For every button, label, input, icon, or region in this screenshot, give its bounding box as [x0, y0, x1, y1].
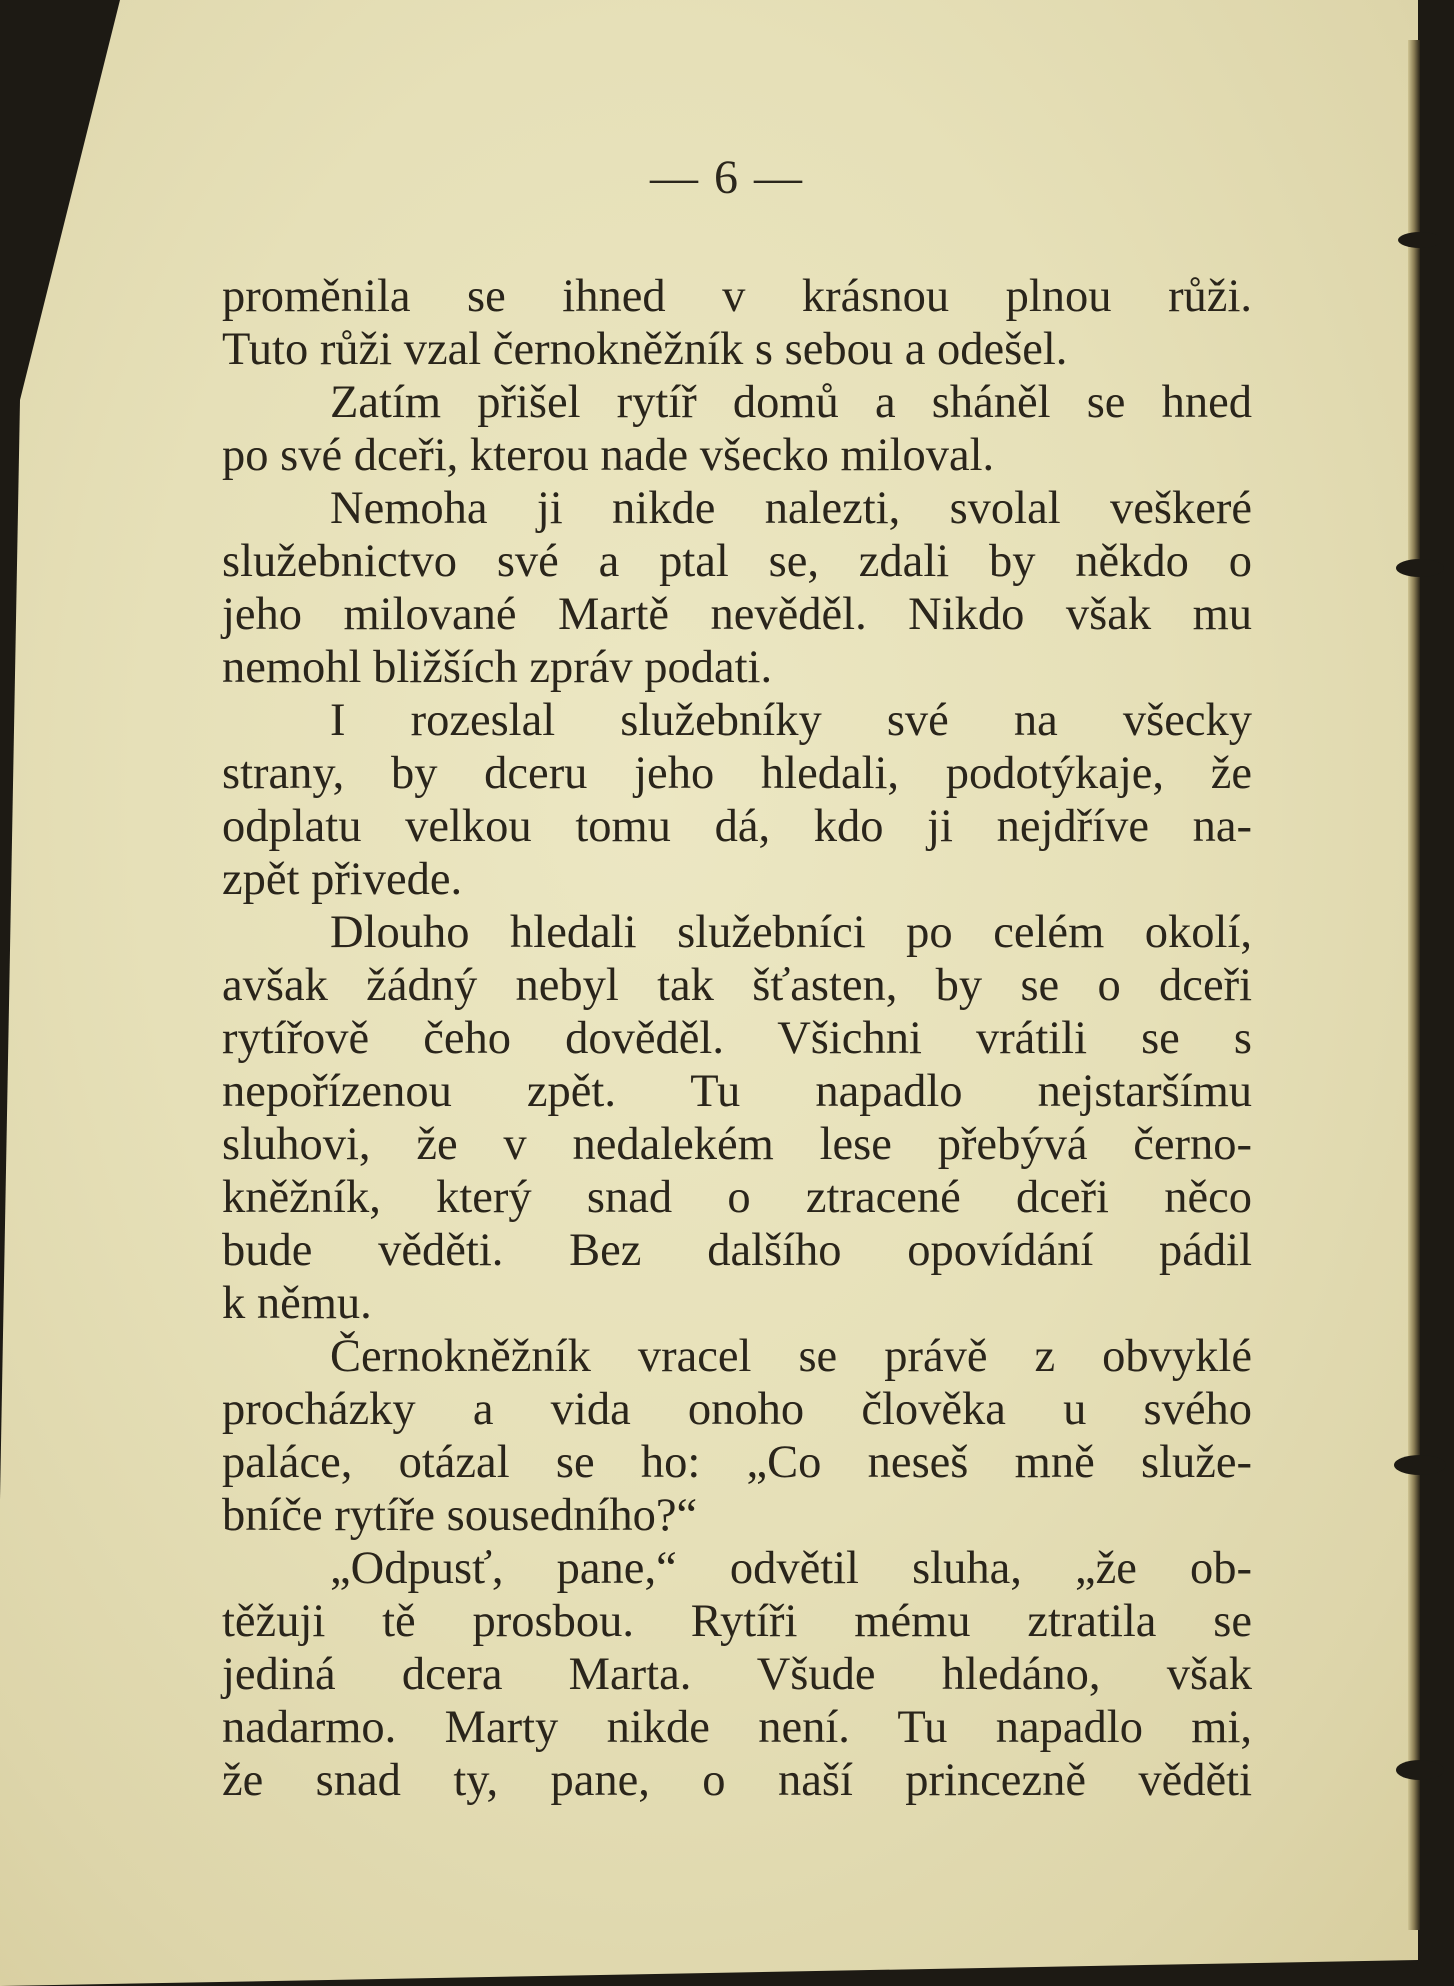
text-line: rytířově čeho dověděl. Všichni vrátili se s — [222, 1013, 1252, 1064]
text-line: odplatu velkou tomu dá, kdo ji nejdříve na- — [222, 801, 1252, 852]
text-line: po své dceři, kterou nade všecko miloval. — [222, 430, 995, 481]
text-line: sluhovi, že v nedalekém lese přebývá černo- — [222, 1119, 1252, 1170]
text-line: kněžník, který snad o ztracené dceři něco — [222, 1172, 1252, 1223]
page-number: — 6 — — [650, 151, 804, 204]
text-line: nadarmo. Marty nikde není. Tu napadlo mi, — [222, 1702, 1252, 1753]
text-line: bude věděti. Bez dalšího opovídání pádil — [222, 1225, 1252, 1276]
text-line: bníče rytíře sousedního?“ — [222, 1490, 698, 1541]
text-line: služebnictvo své a ptal se, zdali by někdo o — [222, 536, 1252, 587]
text-line: jeho milované Martě nevěděl. Nikdo však mu — [222, 589, 1252, 640]
text-line: zpět přivede. — [222, 854, 463, 905]
text-line: k němu. — [222, 1278, 372, 1329]
text-line: procházky a vida onoho člověka u svého — [222, 1384, 1252, 1435]
text-line: avšak žádný nebyl tak šťasten, by se o dceři — [222, 960, 1252, 1011]
text-line: že snad ty, pane, o naší princezně věděti — [222, 1755, 1252, 1806]
body-text — [222, 270, 1252, 1807]
text-line: těžuji tě prosbou. Rytíři mému ztratila se — [222, 1596, 1252, 1647]
binding-mark-lower — [1390, 1445, 1450, 1485]
text-line: I rozeslal služebníky své na všecky — [330, 695, 1252, 746]
text-line: strany, by dceru jeho hledali, podotýkaje, že — [222, 748, 1252, 799]
text-line: nepořízenou zpět. Tu napadlo nejstaršímu — [222, 1066, 1252, 1117]
binding-mark-bottom — [1390, 1750, 1450, 1790]
binding-mark-middle — [1390, 548, 1450, 588]
text-line: proměnila se ihned v krásnou plnou růži. — [222, 271, 1252, 322]
text-line: nemohl bližších zpráv podati. — [222, 642, 773, 693]
binding-mark-top — [1390, 220, 1450, 260]
text-line: Dlouho hledali služebníci po celém okolí, — [330, 907, 1252, 958]
binding-edge — [1408, 40, 1420, 1930]
text-line: jediná dcera Marta. Všude hledáno, však — [222, 1649, 1252, 1700]
text-line: paláce, otázal se ho: „Co neseš mně služe- — [222, 1437, 1252, 1488]
text-line: Nemoha ji nikde nalezti, svolal veškeré — [330, 483, 1252, 534]
text-line: Tuto růži vzal černokněžník s sebou a odešel. — [222, 324, 1068, 375]
text-line: Zatím přišel rytíř domů a sháněl se hned — [330, 377, 1252, 428]
text-line: Černokněžník vracel se právě z obvyklé — [330, 1331, 1252, 1382]
text-line: „Odpusť, pane,“ odvětil sluha, „že ob- — [330, 1543, 1252, 1594]
